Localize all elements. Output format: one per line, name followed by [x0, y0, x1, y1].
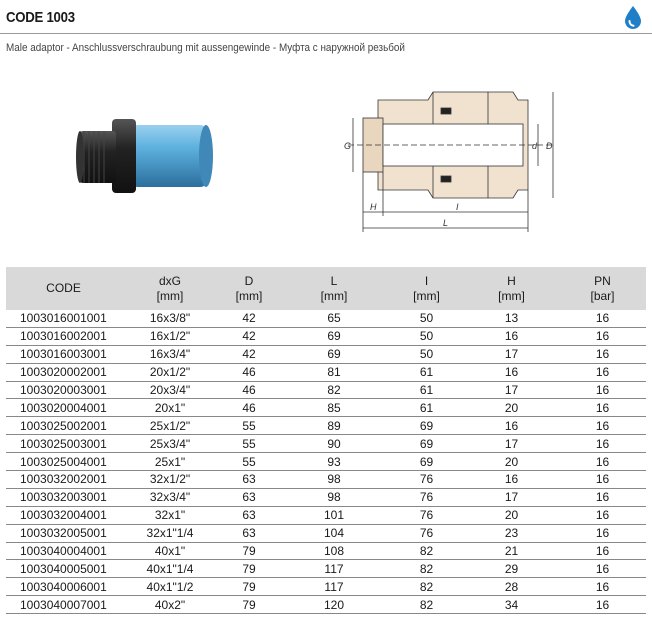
d-outer-cell: 63 — [219, 506, 279, 524]
h-cell: 16 — [464, 363, 559, 381]
h-cell: 17 — [464, 381, 559, 399]
i-cell: 50 — [389, 345, 464, 363]
l-cell: 65 — [279, 310, 389, 327]
label-I: I — [456, 202, 459, 212]
i-cell: 69 — [389, 417, 464, 435]
label-D: D — [546, 141, 553, 151]
pn-cell: 16 — [559, 560, 646, 578]
h-cell: 21 — [464, 542, 559, 560]
d-outer-cell: 42 — [219, 345, 279, 363]
l-cell: 69 — [279, 327, 389, 345]
dxg-cell: 40x1"1/2 — [121, 578, 219, 596]
dxg-cell: 16x3/8" — [121, 310, 219, 327]
code-cell: 1003040004001 — [6, 542, 121, 560]
label-H: H — [370, 202, 377, 212]
l-cell: 82 — [279, 381, 389, 399]
i-cell: 61 — [389, 399, 464, 417]
table-row — [6, 327, 646, 345]
i-cell: 61 — [389, 363, 464, 381]
dxg-cell: 25x1/2" — [121, 417, 219, 435]
table-header-row — [6, 267, 646, 310]
code-cell: 1003040007001 — [6, 596, 121, 614]
d-outer-cell: 46 — [219, 381, 279, 399]
d-outer-cell: 79 — [219, 542, 279, 560]
label-d: d — [532, 141, 538, 151]
i-cell: 76 — [389, 488, 464, 506]
code-cell: 1003025003001 — [6, 435, 121, 453]
h-cell: 16 — [464, 417, 559, 435]
label-G: G — [344, 141, 352, 151]
i-cell: 76 — [389, 506, 464, 524]
code-cell: 1003025004001 — [6, 453, 121, 471]
pn-cell: 16 — [559, 578, 646, 596]
l-cell: 98 — [279, 488, 389, 506]
dxg-cell: 32x3/4" — [121, 488, 219, 506]
dxg-cell: 40x1" — [121, 542, 219, 560]
specification-table — [6, 267, 646, 614]
pn-cell: 16 — [559, 471, 646, 489]
table-row — [6, 488, 646, 506]
pn-cell: 16 — [559, 310, 646, 327]
pn-cell: 16 — [559, 453, 646, 471]
pn-cell: 16 — [559, 488, 646, 506]
product-photo — [70, 105, 240, 205]
pn-cell: 16 — [559, 435, 646, 453]
table-row — [6, 560, 646, 578]
h-cell: 17 — [464, 435, 559, 453]
h-cell: 16 — [464, 327, 559, 345]
table-row — [6, 381, 646, 399]
dxg-cell: 16x1/2" — [121, 327, 219, 345]
dxg-cell: 32x1/2" — [121, 471, 219, 489]
table-row — [6, 596, 646, 614]
dxg-cell: 25x3/4" — [121, 435, 219, 453]
table-row — [6, 310, 646, 327]
h-cell: 20 — [464, 399, 559, 417]
d-outer-cell: 55 — [219, 417, 279, 435]
d-outer-cell: 79 — [219, 560, 279, 578]
h-cell: 13 — [464, 310, 559, 327]
l-cell: 69 — [279, 345, 389, 363]
dxg-cell: 32x1" — [121, 506, 219, 524]
dxg-cell: 40x1"1/4 — [121, 560, 219, 578]
dxg-cell: 25x1" — [121, 453, 219, 471]
l-cell: 90 — [279, 435, 389, 453]
table-row — [6, 506, 646, 524]
code-cell: 1003016001001 — [6, 310, 121, 327]
d-outer-cell: 63 — [219, 488, 279, 506]
d-outer-cell: 46 — [219, 363, 279, 381]
l-cell: 93 — [279, 453, 389, 471]
code-cell: 1003032004001 — [6, 506, 121, 524]
i-cell: 82 — [389, 560, 464, 578]
column-header-d-outer: D [mm] — [235, 273, 263, 303]
l-cell: 117 — [279, 560, 389, 578]
h-cell: 17 — [464, 488, 559, 506]
h-cell: 17 — [464, 345, 559, 363]
water-drop-icon — [620, 4, 646, 30]
d-outer-cell: 63 — [219, 524, 279, 542]
dxg-cell: 32x1"1/4 — [121, 524, 219, 542]
d-outer-cell: 42 — [219, 327, 279, 345]
page-title: CODE 1003 — [6, 9, 75, 26]
code-cell: 1003020003001 — [6, 381, 121, 399]
l-cell: 81 — [279, 363, 389, 381]
h-cell: 34 — [464, 596, 559, 614]
pn-cell: 16 — [559, 542, 646, 560]
l-cell: 98 — [279, 471, 389, 489]
h-cell: 23 — [464, 524, 559, 542]
table-row — [6, 453, 646, 471]
dxg-cell: 20x1" — [121, 399, 219, 417]
h-cell: 29 — [464, 560, 559, 578]
code-cell: 1003020002001 — [6, 363, 121, 381]
column-header-i: I [mm] — [413, 273, 440, 303]
i-cell: 76 — [389, 524, 464, 542]
d-outer-cell: 63 — [219, 471, 279, 489]
pn-cell: 16 — [559, 327, 646, 345]
technical-drawing — [338, 80, 563, 240]
code-cell: 1003025002001 — [6, 417, 121, 435]
code-cell: 1003040005001 — [6, 560, 121, 578]
header-divider — [0, 33, 652, 34]
dxg-cell: 16x3/4" — [121, 345, 219, 363]
table-row — [6, 578, 646, 596]
i-cell: 82 — [389, 578, 464, 596]
d-outer-cell: 79 — [219, 578, 279, 596]
l-cell: 108 — [279, 542, 389, 560]
table-row — [6, 399, 646, 417]
code-cell: 1003016003001 — [6, 345, 121, 363]
h-cell: 16 — [464, 471, 559, 489]
l-cell: 101 — [279, 506, 389, 524]
table-row — [6, 524, 646, 542]
i-cell: 82 — [389, 596, 464, 614]
i-cell: 69 — [389, 435, 464, 453]
d-outer-cell: 46 — [219, 399, 279, 417]
pn-cell: 16 — [559, 345, 646, 363]
pn-cell: 16 — [559, 363, 646, 381]
pn-cell: 16 — [559, 524, 646, 542]
column-header-dxg: dxG [mm] — [156, 273, 184, 303]
pn-cell: 16 — [559, 596, 646, 614]
l-cell: 120 — [279, 596, 389, 614]
table-row — [6, 363, 646, 381]
d-outer-cell: 79 — [219, 596, 279, 614]
l-cell: 89 — [279, 417, 389, 435]
l-cell: 117 — [279, 578, 389, 596]
d-outer-cell: 55 — [219, 435, 279, 453]
pn-cell: 16 — [559, 399, 646, 417]
table-row — [6, 542, 646, 560]
product-subtitle: Male adaptor - Anschlussverschraubung mit aussengewinde - Муфта с наружной резьбой — [6, 42, 405, 54]
i-cell: 76 — [389, 471, 464, 489]
i-cell: 61 — [389, 381, 464, 399]
table-body — [6, 310, 646, 614]
table-row — [6, 417, 646, 435]
i-cell: 50 — [389, 327, 464, 345]
table-row — [6, 471, 646, 489]
column-header-code: CODE — [46, 281, 81, 295]
code-cell: 1003032002001 — [6, 471, 121, 489]
code-cell: 1003032003001 — [6, 488, 121, 506]
d-outer-cell: 55 — [219, 453, 279, 471]
column-header-h: H [mm] — [498, 273, 525, 303]
table-row — [6, 435, 646, 453]
pn-cell: 16 — [559, 381, 646, 399]
pn-cell: 16 — [559, 417, 646, 435]
l-cell: 85 — [279, 399, 389, 417]
code-cell: 1003020004001 — [6, 399, 121, 417]
label-L: L — [443, 218, 449, 228]
d-outer-cell: 42 — [219, 310, 279, 327]
h-cell: 28 — [464, 578, 559, 596]
h-cell: 20 — [464, 453, 559, 471]
code-cell: 1003032005001 — [6, 524, 121, 542]
dxg-cell: 40x2" — [121, 596, 219, 614]
i-cell: 82 — [389, 542, 464, 560]
h-cell: 20 — [464, 506, 559, 524]
table-row — [6, 345, 646, 363]
pn-cell: 16 — [559, 506, 646, 524]
dxg-cell: 20x1/2" — [121, 363, 219, 381]
l-cell: 104 — [279, 524, 389, 542]
code-cell: 1003040006001 — [6, 578, 121, 596]
code-cell: 1003016002001 — [6, 327, 121, 345]
i-cell: 69 — [389, 453, 464, 471]
column-header-l: L [mm] — [320, 273, 348, 303]
i-cell: 50 — [389, 310, 464, 327]
column-header-pn: PN [bar] — [590, 273, 615, 303]
dxg-cell: 20x3/4" — [121, 381, 219, 399]
